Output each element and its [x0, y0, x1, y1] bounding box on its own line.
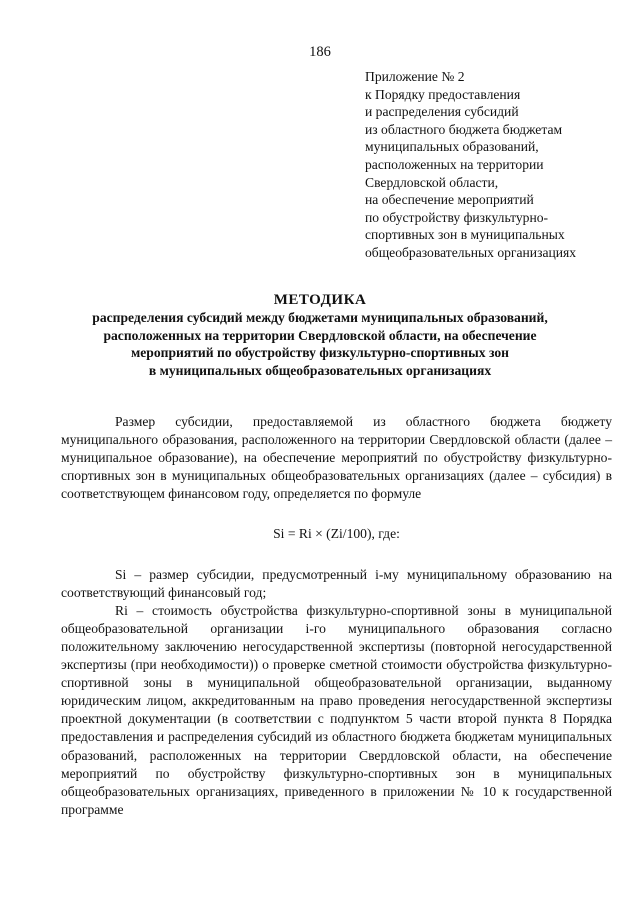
appendix-line: Приложение № 2 [365, 69, 465, 84]
si-definition: Si – размер субсидии, предусмотренный i-му муниципальному образованию на соответствующий финансовый год; [61, 566, 612, 600]
subtitle-line: в муниципальных общеобразовательных организациях [148, 362, 492, 378]
appendix-line: и распределения субсидий [365, 104, 519, 120]
appendix-line: к Порядку предоставления [365, 86, 521, 102]
appendix-line: на обеспечение мероприятий [365, 192, 534, 208]
subtitle-line: мероприятий по обустройству физкультурно-спортивных зон [131, 345, 509, 361]
subtitle-line: распределения субсидий между бюджетами муниципальных образований, [92, 310, 548, 325]
appendix-line: муниципальных образований, [365, 139, 539, 155]
formula: Si = Ri × (Zi/100), где: [273, 526, 400, 542]
appendix-line: расположенных на территории [365, 156, 544, 172]
appendix-line: Свердловской области, [365, 174, 499, 190]
appendix-line: из областного бюджета бюджетам [365, 121, 563, 137]
title-subtitle [0, 309, 640, 379]
document-body [61, 413, 612, 819]
ri-definition: Ri – стоимость обустройства физкультурно-спортивной зоны в муниципальной общеобразовательной организации i-го муниципального образования согласно положительному заключению негосударственной экспертизы (повторной негосударственной экспертизы (при необходимости)) о проверке сметной стоимости обустройства физкультурно-спортивной зоны в муниципальной общеобразовательной организации, выданному юридическим лицом, аккредитованным на право проведения негосударственной экспертизы проектной документации (в соответствии с подпунктом 5 части второй пункта 8 Порядка предоставления и распределения субсидий из областного бюджета бюджетам муниципальных образований, расположенных на территории Свердловской области, на обеспечение мероприятий по обустройству физкультурно-спортивных зон в муниципальных общеобразовательных организациях, приведенного в приложении № 10 к государственной программе [61, 602, 612, 817]
page-number: 186 [309, 44, 331, 60]
subtitle-line: расположенных на территории Свердловской области, на обеспечение [103, 327, 537, 343]
title-heading: МЕТОДИКА [273, 292, 367, 308]
appendix-header [365, 68, 635, 262]
document-title [0, 292, 640, 379]
appendix-line: спортивных зон в муниципальных [365, 227, 565, 243]
appendix-line: по обустройству физкультурно- [365, 209, 549, 225]
intro-paragraph: Размер субсидии, предоставляемой из областного бюджета бюджету муниципального образования, расположенного на территории Свердловской области (далее – муниципальное образование), на обеспечение мероприятий по обустройству физкультурно-спортивных зон в муниципальных общеобразовательных организациях (далее – субсидия) в соответствующем финансовом году, определяется по формуле [61, 414, 612, 502]
appendix-line: общеобразовательных организациях [365, 244, 577, 260]
